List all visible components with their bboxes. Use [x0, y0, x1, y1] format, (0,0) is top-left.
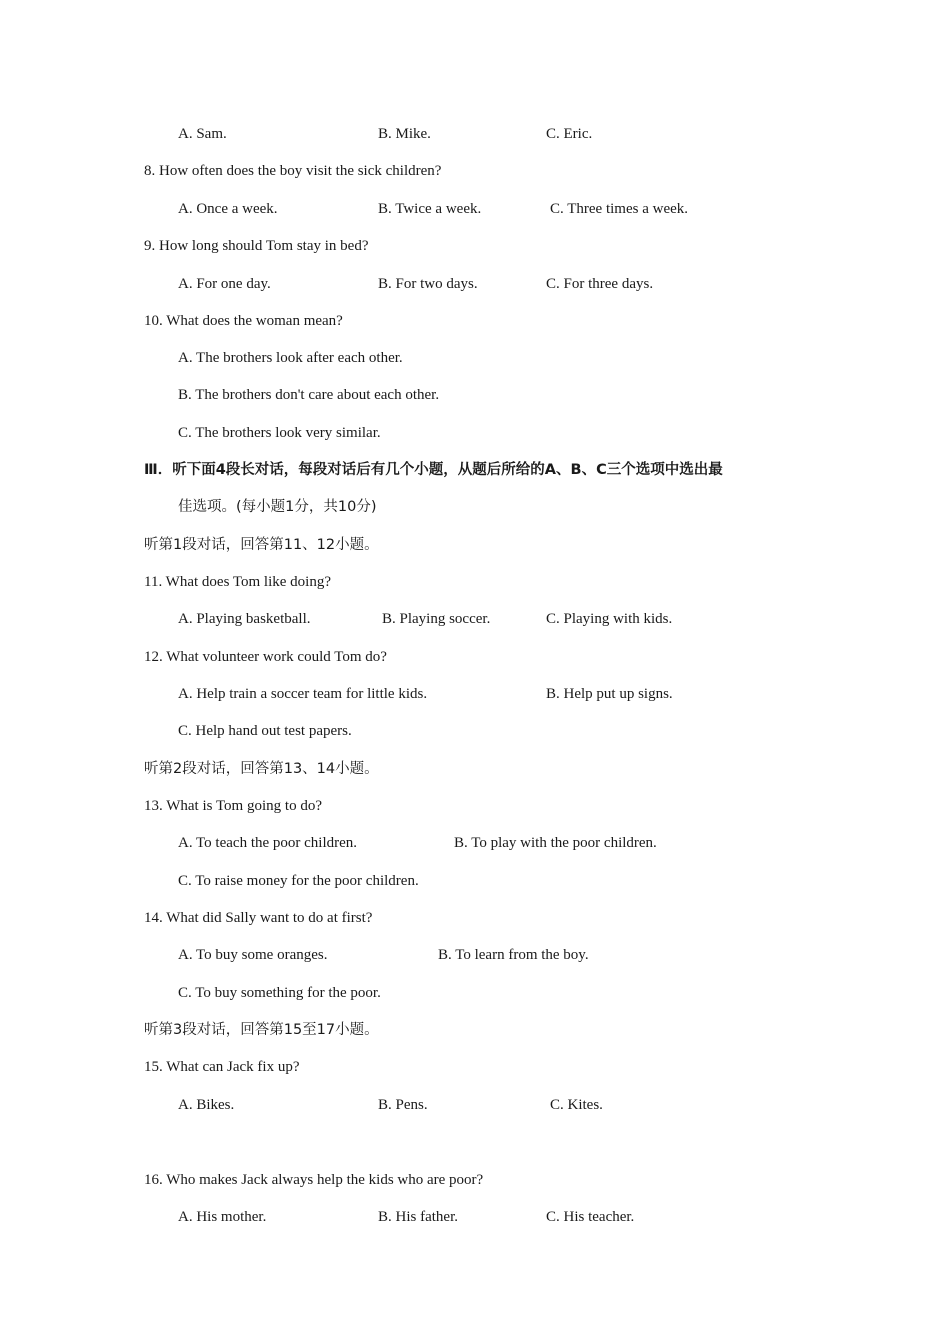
q13-stem: 13. What is Tom going to do?	[144, 798, 322, 814]
q12-option-a: A. Help train a soccer team for little kids.	[178, 686, 428, 702]
q12-option-b: B. Help put up signs.	[546, 686, 673, 702]
q8-option-a: A. Once a week.	[178, 201, 278, 217]
q12-stem: 12. What volunteer work could Tom do?	[144, 649, 387, 665]
dialog-2-heading: 听第2段对话，回答第13、14小题。	[144, 761, 379, 777]
q7-option-c: C. Eric.	[546, 126, 593, 142]
dialog-1-heading: 听第1段对话，回答第11、12小题。	[144, 537, 379, 553]
q14-option-b: B. To learn from the boy.	[438, 947, 589, 963]
q15-option-b: B. Pens.	[378, 1097, 428, 1113]
q16-stem: 16. Who makes Jack always help the kids who are poor?	[144, 1172, 484, 1188]
dialog-3-heading: 听第3段对话，回答第15至17小题。	[144, 1022, 379, 1038]
q11-stem: 11. What does Tom like doing?	[144, 574, 331, 590]
q7-option-b: B. Mike.	[378, 126, 431, 142]
q10-stem: 10. What does the woman mean?	[144, 313, 343, 329]
q13-option-c: C. To raise money for the poor children.	[178, 873, 419, 889]
q11-option-c: C. Playing with kids.	[546, 611, 673, 627]
q14-option-a: A. To buy some oranges.	[178, 947, 328, 963]
q11-option-a: A. Playing basketball.	[178, 611, 311, 627]
q11-option-b: B. Playing soccer.	[382, 611, 491, 627]
q16-option-a: A. His mother.	[178, 1209, 267, 1225]
q16-option-b: B. His father.	[378, 1209, 458, 1225]
section-3-instruction-line2: 佳选项。(每小题1分，共10分)	[178, 499, 377, 515]
q15-stem: 15. What can Jack fix up?	[144, 1059, 300, 1075]
q9-option-a: A. For one day.	[178, 276, 271, 292]
q9-option-b: B. For two days.	[378, 276, 478, 292]
q8-stem: 8. How often does the boy visit the sick children?	[144, 163, 442, 179]
q10-option-b: B. The brothers don't care about each other.	[178, 387, 440, 403]
q14-option-c: C. To buy something for the poor.	[178, 985, 381, 1001]
q7-option-a: A. Sam.	[178, 126, 227, 142]
q8-option-b: B. Twice a week.	[378, 201, 482, 217]
section-3-instruction-line1: Ⅲ．听下面4段长对话，每段对话后有几个小题，从题后所给的A、B、C三个选项中选出最	[144, 462, 723, 478]
q15-option-c: C. Kites.	[550, 1097, 603, 1113]
q16-option-c: C. His teacher.	[546, 1209, 635, 1225]
q9-stem: 9. How long should Tom stay in bed?	[144, 238, 369, 254]
q8-option-c: C. Three times a week.	[550, 201, 689, 217]
q10-option-c: C. The brothers look very similar.	[178, 425, 381, 441]
q13-option-b: B. To play with the poor children.	[454, 835, 657, 851]
q12-option-c: C. Help hand out test papers.	[178, 723, 352, 739]
q13-option-a: A. To teach the poor children.	[178, 835, 358, 851]
q9-option-c: C. For three days.	[546, 276, 654, 292]
q14-stem: 14. What did Sally want to do at first?	[144, 910, 373, 926]
q15-option-a: A. Bikes.	[178, 1097, 235, 1113]
q10-option-a: A. The brothers look after each other.	[178, 350, 403, 366]
